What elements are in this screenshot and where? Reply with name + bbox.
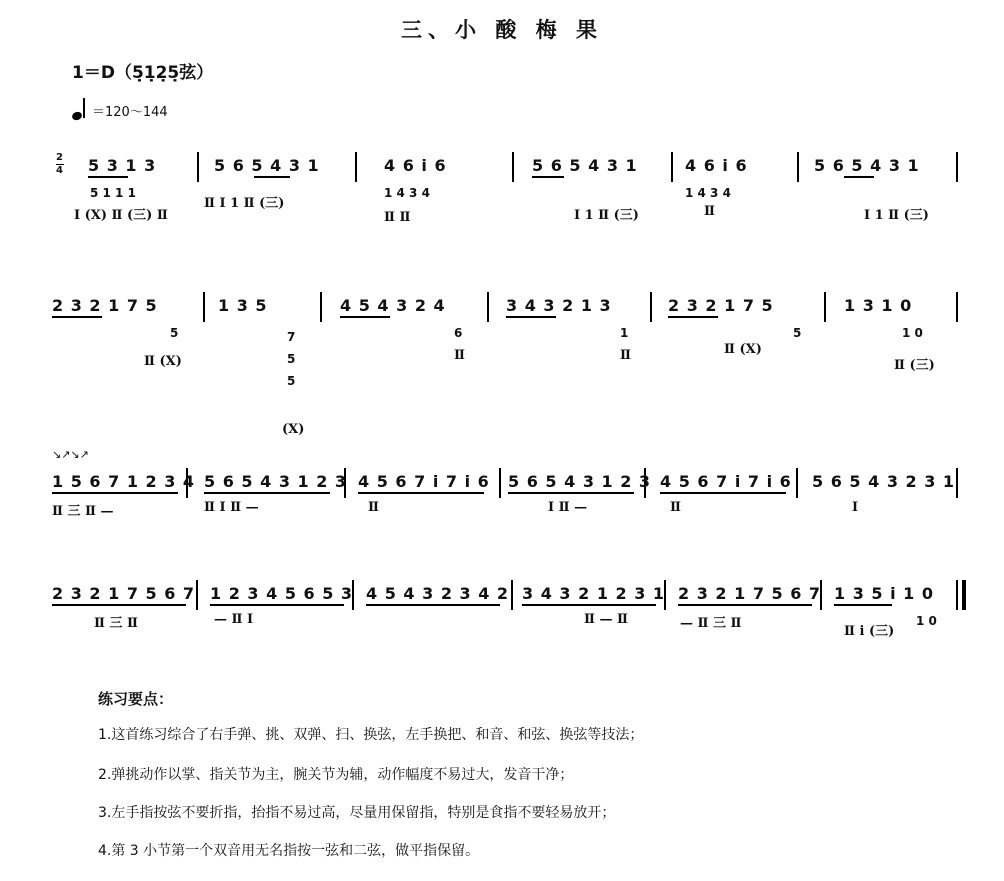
- practice-point: 1.这首练习综合了右手弹、挑、双弹、扫、换弦，左手换把、和音、和弦、换弦等技法；: [98, 727, 644, 743]
- bar-line: [824, 292, 826, 322]
- practice-point: 4.第 3 小节第一个双音用无名指按一弦和二弦，做平指保留。: [98, 843, 480, 859]
- measure: 1 3 5 i 1 0: [834, 584, 934, 603]
- beam: [210, 604, 344, 606]
- measure: 5 6 5 4 3 1 2 3: [204, 472, 348, 491]
- staff-row-3: [44, 468, 974, 528]
- key-signature: 1＝D（5̣1̣2̣5̣弦）: [72, 63, 214, 83]
- time-signature-top: 2: [56, 152, 63, 163]
- bar-line: [203, 292, 205, 322]
- bar-line: [956, 152, 958, 182]
- harmony-notes: 1 4 3 4: [384, 186, 430, 200]
- fingering-marks: Ⅰ Ⅱ —: [548, 500, 588, 515]
- bar-line: [796, 468, 798, 498]
- harmony-notes: 7 5 5: [287, 330, 296, 388]
- measure: 2 3 2 1 7 5: [52, 296, 158, 315]
- bar-line: [196, 580, 198, 610]
- fingering-marks: Ⅰ 1 Ⅱ (三): [864, 208, 929, 223]
- practice-point: 3.左手指按弦不要折指，抬指不易过高，尽量用保留指，特别是食指不要轻易放开；: [98, 805, 616, 821]
- beam: [254, 176, 290, 178]
- page-title: 三、小 酸 梅 果: [401, 18, 603, 42]
- measure: 4 5 6 7 i 7 i 6: [660, 472, 792, 491]
- harmony-notes: 5 1 1 1: [90, 186, 136, 200]
- measure: 3 4 3 2 1 2 3 1: [522, 584, 666, 603]
- bar-line: [671, 152, 673, 182]
- bar-line: [956, 468, 958, 498]
- fingering-marks: Ⅱ i (三): [844, 624, 895, 639]
- tempo-value: ＝120～144: [92, 104, 168, 120]
- fingering-marks: — Ⅱ Ⅰ: [214, 612, 254, 627]
- fingering-marks: Ⅱ: [620, 348, 631, 363]
- measure: 2 3 2 1 7 5 6 7: [678, 584, 822, 603]
- measure: 4 6 i 6: [384, 156, 447, 175]
- staff-row-4: [44, 580, 974, 670]
- fingering-marks: Ⅱ: [670, 500, 681, 515]
- bar-line: [320, 292, 322, 322]
- harmony-notes: 1 0: [902, 326, 923, 340]
- harmony-notes: 5: [793, 326, 802, 340]
- fingering-marks: Ⅰ (X) Ⅱ (三) Ⅱ: [74, 208, 168, 223]
- harmony-notes: 1: [620, 326, 629, 340]
- fingering-marks: Ⅱ: [704, 204, 715, 219]
- quarter-note-icon: [71, 111, 83, 122]
- beam: [522, 604, 656, 606]
- measure: 4 5 6 7 i 7 i 6: [358, 472, 490, 491]
- bar-line: [650, 292, 652, 322]
- bar-line: [487, 292, 489, 322]
- fingering-marks: Ⅱ 三 Ⅱ —: [52, 504, 114, 519]
- beam: [668, 316, 718, 318]
- beam: [678, 604, 812, 606]
- bar-line: [355, 152, 357, 182]
- beam: [358, 492, 484, 494]
- measure: 5 6 5 4 3 2 3 1: [812, 472, 956, 491]
- measure: 3 4 3 2 1 3: [506, 296, 612, 315]
- measure: 2 3 2 1 7 5 6 7: [52, 584, 196, 603]
- beam: [508, 492, 634, 494]
- beam: [204, 492, 330, 494]
- harmony-notes: 5: [170, 326, 179, 340]
- measure: 4 6 i 6: [685, 156, 748, 175]
- staff-row-1: [44, 152, 974, 242]
- beam: [88, 176, 128, 178]
- beam: [52, 316, 102, 318]
- fingering-marks: Ⅱ Ⅰ Ⅱ —: [204, 500, 259, 515]
- beam: [660, 492, 786, 494]
- note-stem: [83, 98, 85, 118]
- bar-line: [197, 152, 199, 182]
- fingering-marks: Ⅱ (X): [144, 354, 182, 369]
- measure: 1 3 1 0: [844, 296, 913, 315]
- fingering-marks: (X): [282, 422, 305, 437]
- strum-marks: ↘↗↘↗: [52, 448, 89, 461]
- beam: [52, 492, 178, 494]
- measure: 4 5 4 3 2 3 4 2: [366, 584, 510, 603]
- bar-line: [511, 580, 513, 610]
- fingering-marks: Ⅱ (三): [894, 358, 935, 373]
- fingering-marks: Ⅰ 1 Ⅱ (三): [574, 208, 639, 223]
- fingering-marks: Ⅱ: [454, 348, 465, 363]
- fingering-marks: Ⅱ — Ⅱ: [584, 612, 628, 627]
- practice-heading: 练习要点：: [98, 690, 174, 708]
- measure: 1 5 6 7 1 2 3 4: [52, 472, 196, 491]
- bar-line: [499, 468, 501, 498]
- measure: 5 6 5 4 3 1: [814, 156, 920, 175]
- beam: [366, 604, 500, 606]
- measure: 5 3 1 3: [88, 156, 157, 175]
- time-signature-bottom: 4: [56, 165, 63, 176]
- beam: [340, 316, 390, 318]
- fingering-marks: Ⅱ 三 Ⅱ: [94, 616, 138, 631]
- tempo-marking: [72, 100, 168, 120]
- beam: [834, 604, 892, 606]
- beam: [52, 604, 186, 606]
- fingering-marks: Ⅱ Ⅰ 1 Ⅱ (三): [204, 196, 285, 211]
- practice-point: 2.弹挑动作以掌、指关节为主，腕关节为辅，动作幅度不易过大，发音干净；: [98, 767, 574, 783]
- measure: 1 3 5: [218, 296, 268, 315]
- fingering-marks: Ⅱ (X): [724, 342, 762, 357]
- measure: 5 6 5 4 3 1 2 3: [508, 472, 652, 491]
- beam: [532, 176, 564, 178]
- fingering-marks: Ⅰ: [852, 500, 859, 515]
- harmony-notes: 1 4 3 4: [685, 186, 731, 200]
- final-bar-line: [962, 580, 966, 610]
- bar-line: [797, 152, 799, 182]
- bar-line: [512, 152, 514, 182]
- measure: 5 6 5 4 3 1: [214, 156, 320, 175]
- fingering-marks: — Ⅱ 三 Ⅱ: [680, 616, 742, 631]
- harmony-notes: 6: [454, 326, 463, 340]
- staff-row-2: [44, 292, 974, 442]
- measure: 4 5 4 3 2 4: [340, 296, 446, 315]
- measure: 2 3 2 1 7 5: [668, 296, 774, 315]
- fingering-marks: Ⅱ Ⅱ: [384, 210, 411, 225]
- bar-line: [956, 292, 958, 322]
- measure: 1 2 3 4 5 6 5 3: [210, 584, 354, 603]
- beam: [844, 176, 874, 178]
- fingering-marks: Ⅱ: [368, 500, 379, 515]
- beam: [506, 316, 556, 318]
- harmony-notes: 1 0: [916, 614, 937, 628]
- measure: 5 6 5 4 3 1: [532, 156, 638, 175]
- bar-line: [956, 580, 958, 610]
